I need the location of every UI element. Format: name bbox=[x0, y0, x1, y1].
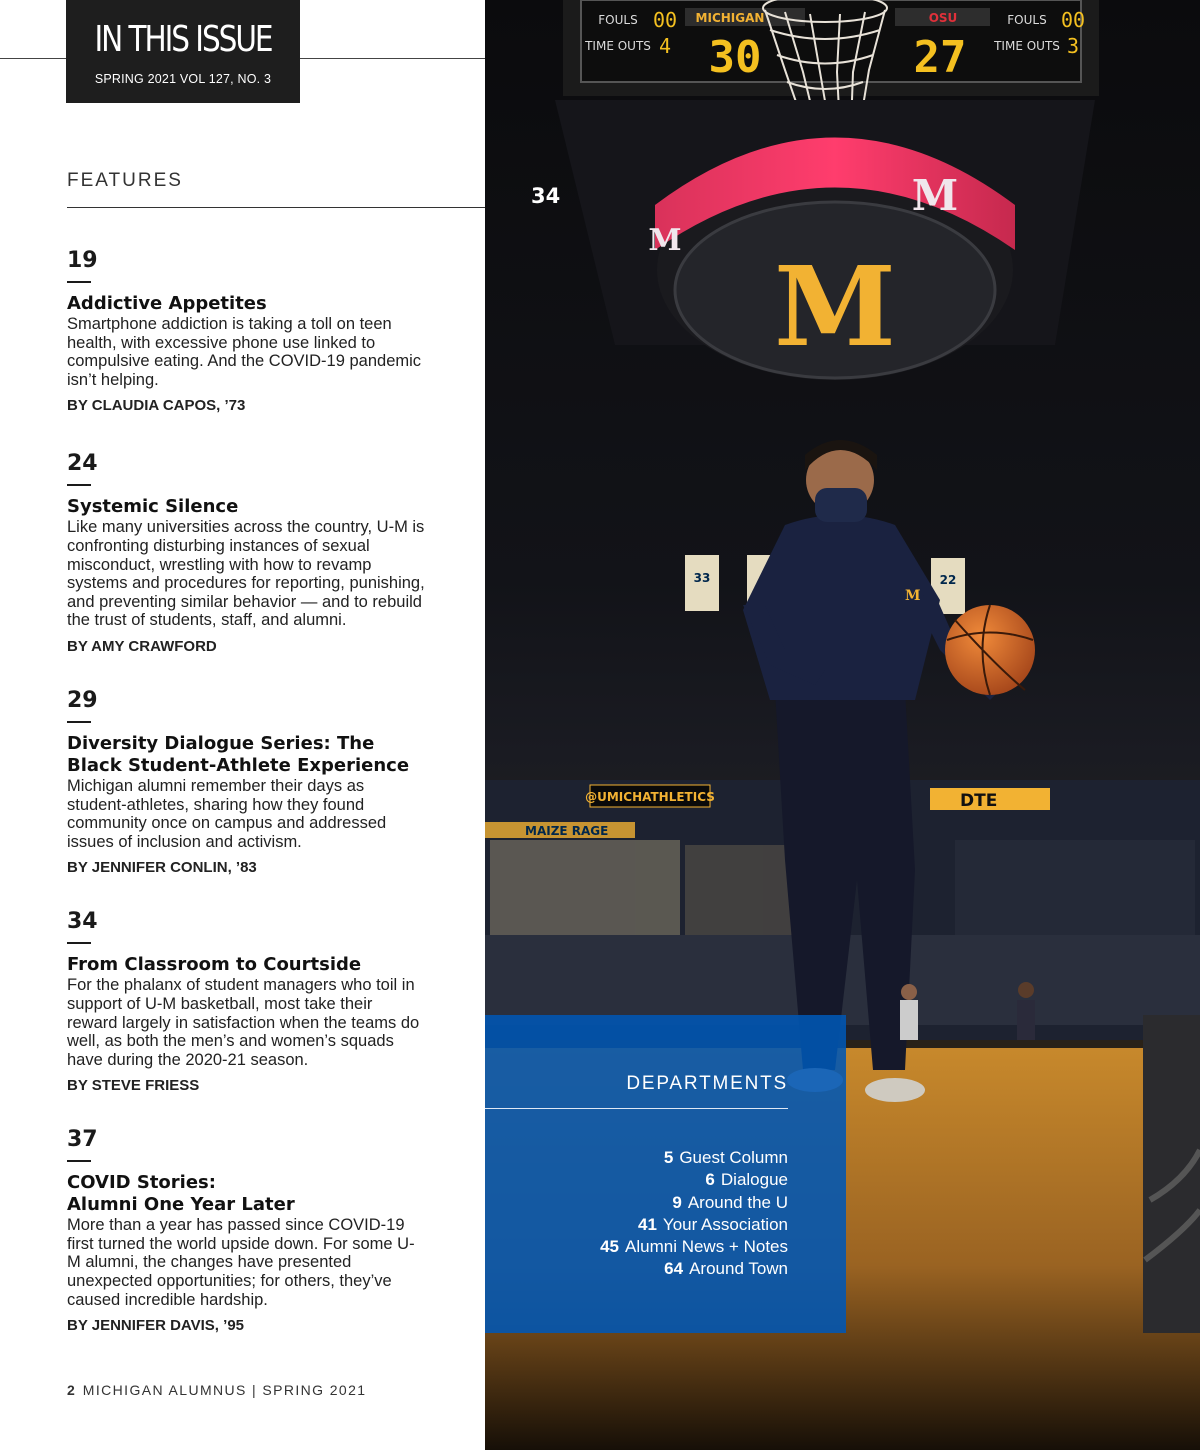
photo-page-reference[interactable]: 34 bbox=[531, 184, 561, 208]
divider bbox=[67, 1160, 91, 1162]
scoreboard bbox=[563, 0, 1099, 96]
department-item[interactable] bbox=[600, 1214, 788, 1236]
divider bbox=[67, 281, 91, 283]
departments-rule bbox=[485, 1108, 788, 1109]
svg-text:22: 22 bbox=[939, 573, 957, 587]
svg-text:M: M bbox=[911, 171, 959, 220]
feature-item[interactable] bbox=[67, 1127, 427, 1335]
feature-item[interactable] bbox=[67, 688, 427, 877]
feature-description: For the phalanx of student managers who toil in support of U-M basketball, most take their reward largely in satisfaction when the teams do well, as both the men’s and women’s squads have during the 2020-21 season. bbox=[67, 976, 420, 1069]
features-heading: FEATURES bbox=[67, 170, 183, 191]
home-fouls-label: FOULS bbox=[598, 13, 638, 27]
svg-text:M: M bbox=[648, 223, 682, 258]
department-name: Guest Column bbox=[679, 1148, 788, 1167]
divider bbox=[67, 721, 91, 723]
feature-page-number: 34 bbox=[67, 909, 98, 935]
department-item[interactable] bbox=[600, 1147, 788, 1169]
departments-list bbox=[600, 1147, 788, 1281]
department-name: Your Association bbox=[662, 1214, 788, 1234]
feature-title[interactable]: COVID Stories: Alumni One Year Later bbox=[67, 1172, 295, 1216]
feature-title[interactable]: From Classroom to Courtside bbox=[67, 954, 362, 976]
feature-title[interactable]: Diversity Dialogue Series: The Black Student-Athlete Experience bbox=[67, 732, 410, 776]
departments-heading: DEPARTMENTS bbox=[626, 1073, 788, 1094]
features-rule bbox=[67, 207, 507, 208]
feature-page-number: 29 bbox=[67, 687, 98, 713]
home-team-name: MICHIGAN bbox=[695, 11, 765, 25]
feature-description: Michigan alumni remember their days as student-athletes, sharing how they found community once on campus and addressed issues of inclusion and activism. bbox=[67, 776, 387, 851]
feature-byline: BY JENNIFER DAVIS, ’95 bbox=[67, 1317, 244, 1335]
feature-page-number: 37 bbox=[67, 1127, 98, 1153]
feature-byline: BY STEVE FRIESS bbox=[67, 1077, 200, 1095]
block-m-logo: M bbox=[774, 242, 896, 371]
away-fouls: 00 bbox=[1060, 8, 1086, 32]
home-fouls: 00 bbox=[652, 8, 678, 32]
divider bbox=[67, 484, 91, 486]
department-item[interactable] bbox=[600, 1169, 788, 1191]
feature-page-number: 19 bbox=[67, 248, 98, 273]
svg-text:M: M bbox=[905, 588, 921, 604]
video-ring bbox=[555, 100, 1095, 380]
basketball-icon bbox=[945, 605, 1035, 695]
away-timeouts-label: TIME OUTS bbox=[994, 39, 1060, 53]
departments-panel bbox=[485, 1015, 846, 1333]
divider bbox=[67, 942, 91, 944]
banner-maize-rage: MAIZE RAGE bbox=[525, 824, 609, 838]
feature-item[interactable] bbox=[67, 909, 427, 1095]
features-list bbox=[67, 248, 427, 1335]
masthead bbox=[66, 0, 300, 103]
away-timeouts: 3 bbox=[1066, 34, 1080, 58]
header-rule-right bbox=[300, 58, 485, 59]
home-timeouts: 4 bbox=[658, 34, 672, 58]
banner-dte: DTE bbox=[960, 791, 998, 811]
feature-description: Like many universities across the country, U-M is confronting disturbing instances of sexual misconduct, wrestling with how to revamp systems and procedures for reporting, punishing, and preventing similar behavior — and to rebuild the trust of students, staff, and alumni. bbox=[67, 518, 425, 630]
feature-byline: BY CLAUDIA CAPOS, ’73 bbox=[67, 397, 246, 415]
department-item[interactable] bbox=[600, 1192, 788, 1214]
footer-text: MICHIGAN ALUMNUS | SPRING 2021 bbox=[82, 1382, 367, 1398]
department-item[interactable] bbox=[600, 1236, 788, 1258]
svg-text:33: 33 bbox=[693, 571, 711, 585]
feature-page-number: 24 bbox=[67, 451, 98, 477]
folio: 2 bbox=[67, 1382, 75, 1398]
department-page: 41 bbox=[638, 1214, 657, 1234]
department-name: Around the U bbox=[687, 1192, 788, 1212]
feature-description: More than a year has passed since COVID-19 first turned the world upside down. For some U-M alumni, the changes have presented unexpected opportunities; for others, they’ve caused incredible hardship. bbox=[67, 1216, 415, 1309]
home-timeouts-label: TIME OUTS bbox=[585, 39, 651, 53]
away-team-name: OSU bbox=[928, 11, 958, 25]
department-item[interactable] bbox=[600, 1258, 788, 1280]
feature-item[interactable] bbox=[67, 248, 427, 415]
department-page: 9 bbox=[672, 1192, 682, 1212]
feature-byline: BY AMY CRAWFORD bbox=[67, 637, 217, 655]
department-page: 5 bbox=[663, 1148, 674, 1167]
feature-description: Smartphone addiction is taking a toll on teen health, with excessive phone use linked to compulsive eating. And the COVID-19 pandemic isn’t helping. bbox=[67, 315, 422, 389]
feature-title[interactable]: Systemic Silence bbox=[67, 496, 239, 518]
department-name: Alumni News + Notes bbox=[625, 1237, 788, 1257]
feature-byline: BY JENNIFER CONLIN, ’83 bbox=[67, 859, 257, 877]
department-name: Dialogue bbox=[720, 1170, 788, 1190]
department-name: Around Town bbox=[689, 1259, 788, 1279]
department-page: 6 bbox=[705, 1170, 715, 1190]
away-score: 27 bbox=[913, 32, 967, 83]
page-footer bbox=[67, 1382, 367, 1398]
department-page: 64 bbox=[664, 1259, 684, 1279]
page-title: IN THIS ISSUE bbox=[94, 19, 272, 60]
header-rule-left bbox=[0, 58, 66, 59]
department-page: 45 bbox=[600, 1237, 620, 1257]
issue-info: SPRING 2021 VOL 127, NO. 3 bbox=[94, 71, 272, 86]
away-fouls-label: FOULS bbox=[1007, 13, 1047, 27]
feature-title[interactable]: Addictive Appetites bbox=[67, 293, 267, 314]
home-score: 30 bbox=[708, 32, 762, 83]
feature-item[interactable] bbox=[67, 451, 427, 656]
banner-umichathletics: @UMICHATHLETICS bbox=[585, 790, 715, 804]
